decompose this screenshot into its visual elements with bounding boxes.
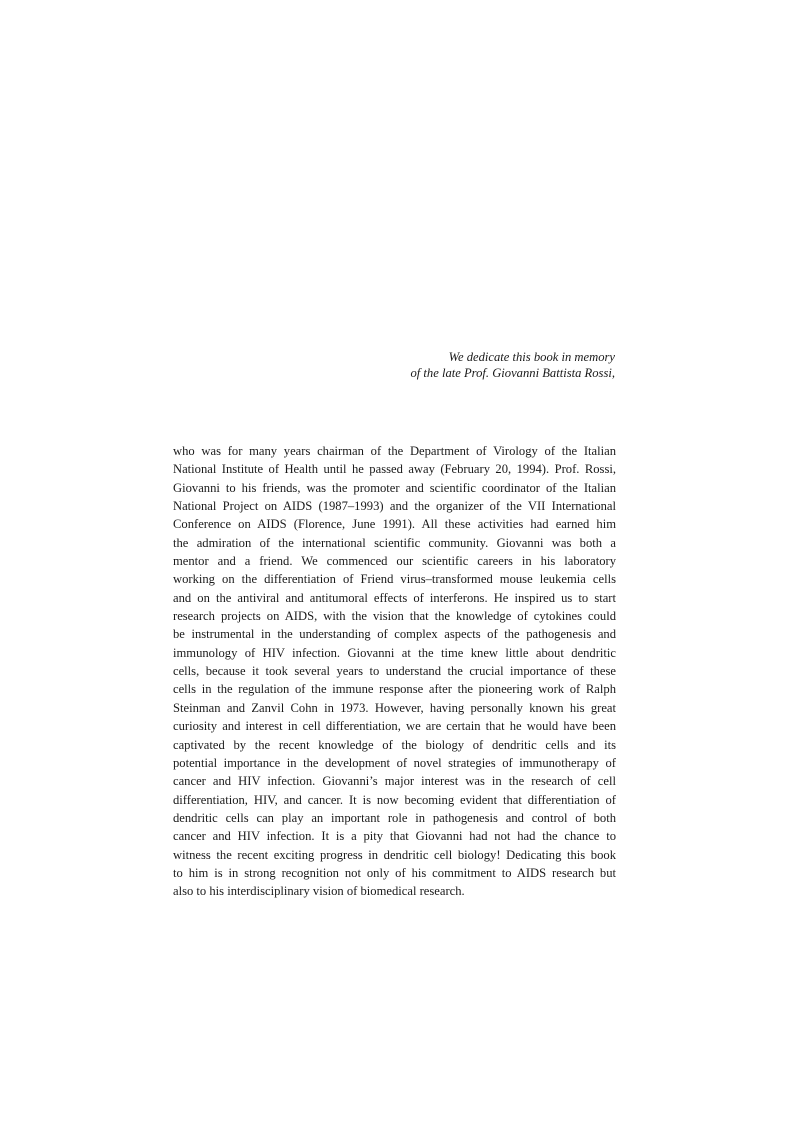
text-line: working on the differentiation of Friend virus–transformed mouse leukemia cells — [173, 572, 616, 587]
text-line: cancer and HIV infection. It is a pity that Giovanni had not had the chance to — [173, 829, 616, 844]
text-line: captivated by the recent knowledge of the biology of dendritic cells and its — [173, 737, 616, 752]
text-line: differentiation, HIV, and cancer. It is now becoming evident that differentiation of — [173, 792, 616, 807]
text-line: potential importance in the development of novel strategies of immunotherapy of — [173, 755, 616, 770]
dedication-body-paragraph — [173, 442, 616, 901]
text-line: be instrumental in the understanding of complex aspects of the pathogenesis and — [173, 627, 616, 642]
text-line: mentor and a friend. We commenced our scientific careers in his laboratory — [173, 554, 616, 569]
dedication-line: We dedicate this book in memory — [448, 350, 615, 364]
dedication — [175, 350, 615, 381]
text-line: National Institute of Health until he passed away (February 20, 1994). Prof. Rossi, — [173, 462, 616, 477]
dedication-line: of the late Prof. Giovanni Battista Rossi, — [410, 365, 615, 380]
text-line: who was for many years chairman of the Department of Virology of the Italian — [173, 444, 616, 458]
text-line: Giovanni to his friends, was the promoter and scientific coordinator of the Italian — [173, 480, 616, 495]
text-line: cells, because it took several years to understand the crucial importance of these — [173, 664, 616, 679]
text-line: curiosity and interest in cell differentiation, we are certain that he would have been — [173, 719, 616, 734]
text-line: to him is in strong recognition not only of his commitment to AIDS research but — [173, 865, 616, 880]
text-line: cancer and HIV infection. Giovanni’s major interest was in the research of cell — [173, 774, 616, 789]
text-line: research projects on AIDS, with the vision that the knowledge of cytokines could — [173, 609, 616, 624]
text-line: and on the antiviral and antitumoral effects of interferons. He inspired us to start — [173, 590, 616, 605]
text-line: immunology of HIV infection. Giovanni at the time knew little about dendritic — [173, 645, 616, 660]
text-line: Steinman and Zanvil Cohn in 1973. However, having personally known his great — [173, 700, 616, 715]
text-line: Conference on AIDS (Florence, June 1991). All these activities had earned him — [173, 517, 616, 532]
text-line: National Project on AIDS (1987–1993) and the organizer of the VII International — [173, 499, 616, 514]
text-line: also to his interdisciplinary vision of biomedical research. — [173, 884, 465, 899]
text-line: the admiration of the international scientific community. Giovanni was both a — [173, 535, 616, 550]
text-line: witness the recent exciting progress in dendritic cell biology! Dedicating this book — [173, 847, 616, 862]
text-line: dendritic cells can play an important role in pathogenesis and control of both — [173, 810, 616, 825]
text-line: cells in the regulation of the immune response after the pioneering work of Ralph — [173, 682, 616, 697]
